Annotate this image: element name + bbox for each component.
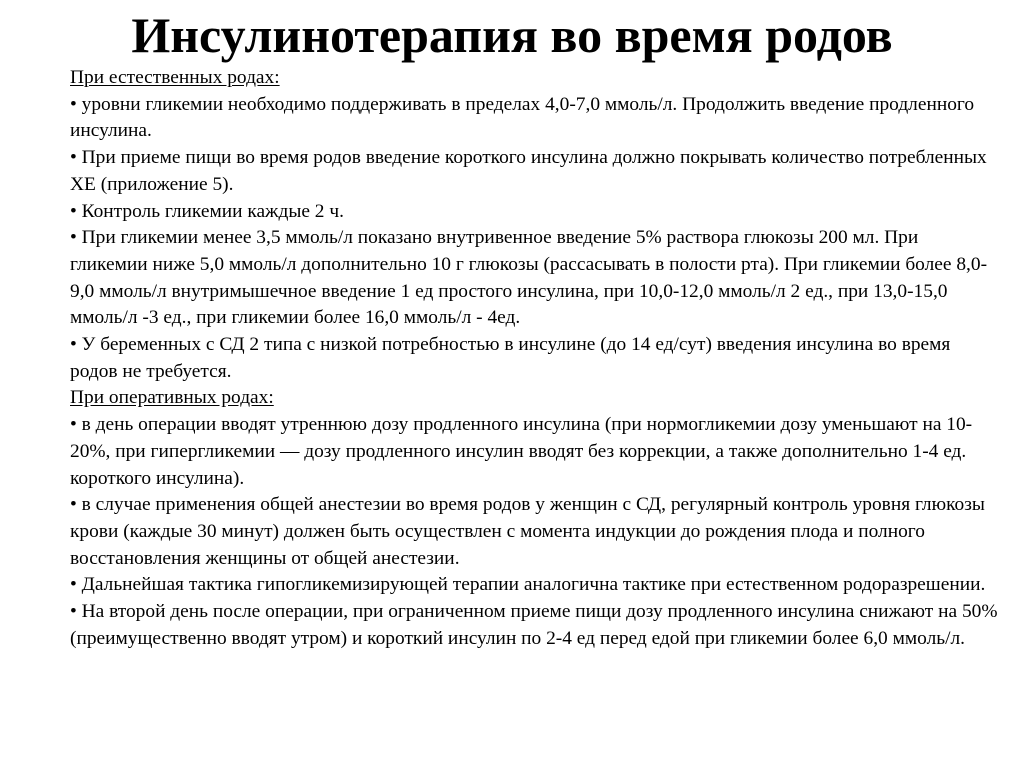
bullet-item: • На второй день после операции, при ограниченном приеме пищи дозу продленного инсулина снижают на 50% (преимущественно вводят утром) и короткий инсулин по 2-4 ед перед едой при гликемии более 6,0 ммоль/л.	[70, 601, 998, 649]
bullet-item: • При приеме пищи во время родов введение короткого инсулина должно покрывать количество потребленных ХЕ (приложение 5).	[70, 147, 987, 195]
slide-title: Инсулинотерапия во время родов	[131, 7, 893, 63]
bullet-item: • При гликемии менее 3,5 ммоль/л показано внутривенное введение 5% раствора глюкозы 200 мл. При гликемии ниже 5,0 ммоль/л дополнительно 10 г глюкозы (рассасывать в полости рта). При гликемии более 8,0-9,0 ммоль/л внутримышечное введение 1 ед простого инсулина, при 10,0-12,0 ммоль/л 2 ед., при 13,0-15,0 ммоль/л -3 ед., при гликемии более 16,0 ммоль/л - 4ед.	[70, 227, 988, 329]
section-heading-operative-birth: При оперативных родах:	[70, 387, 274, 409]
bullet-item: • в случае применения общей анестезии во время родов у женщин с СД, регулярный контроль уровня глюкозы крови (каждые 30 минут) должен быть осуществлен с момента индукции до рождения плода и полного восстановления женщины от общей анестезии.	[70, 494, 985, 569]
bullet-item: • в день операции вводят утреннюю дозу продленного инсулина (при нормогликемии дозу уменьшают на 10-20%, при гипергликемии — дозу продленного инсулин вводят без коррекции, а также дополнительно 1-4 ед. короткого инсулина).	[70, 414, 973, 489]
bullet-item: • Дальнейшая тактика гипогликемизирующей терапии аналогична тактике при естественном родоразрешении.	[70, 574, 986, 596]
slide-body	[70, 65, 1000, 652]
bullet-item: • уровни гликемии необходимо поддерживать в пределах 4,0-7,0 ммоль/л. Продолжить введение продленного инсулина.	[70, 93, 975, 142]
bullet-item: • У беременных с СД 2 типа с низкой потребностью в инсулине (до 14 ед/сут) введения инсулина во время родов не требуется.	[70, 334, 951, 382]
bullet-item: • Контроль гликемии каждые 2 ч.	[70, 200, 344, 222]
section-heading-natural-birth: При естественных родах:	[70, 67, 280, 88]
